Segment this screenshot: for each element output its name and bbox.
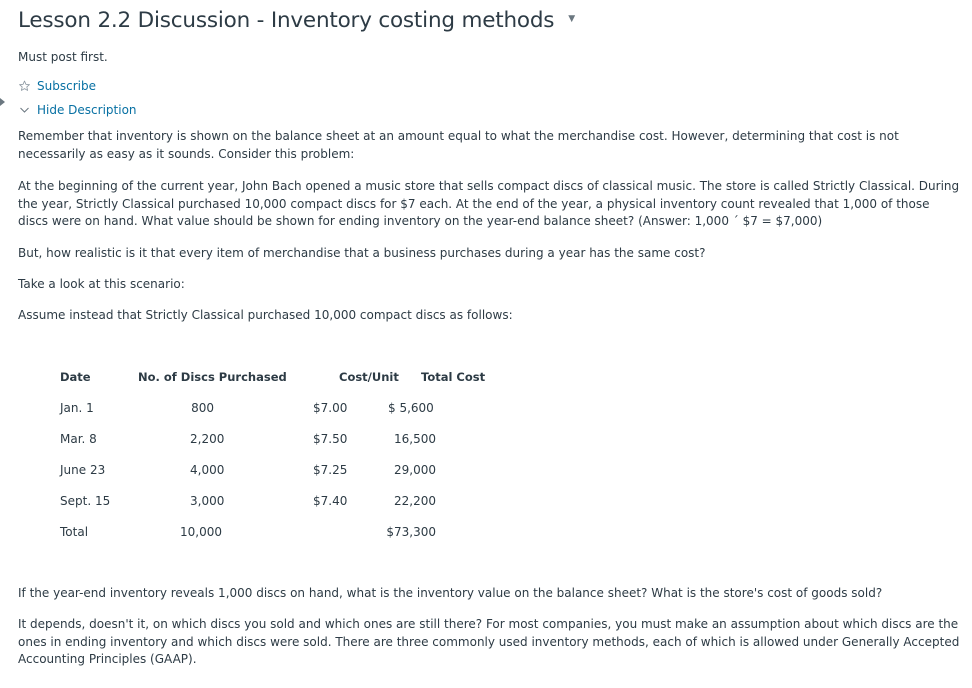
header-cost: Cost/Unit: [339, 370, 399, 384]
cell-discs: 4,000: [190, 463, 225, 477]
cell-total: $ 5,600: [388, 401, 434, 415]
hide-description-label[interactable]: Hide Description: [37, 103, 137, 117]
cell-date: Total: [60, 525, 89, 539]
description-paragraph: Assume instead that Strictly Classical purchased 10,000 compact discs as follows:: [18, 308, 513, 322]
description-paragraph: But, how realistic is it that every item of merchandise that a business purchases during a year has the same cost?: [18, 246, 706, 260]
cell-date: Mar. 8: [60, 432, 97, 446]
cell-discs: 800: [191, 401, 214, 415]
description-paragraph: If the year-end inventory reveals 1,000 discs on hand, what is the inventory value on the balance sheet? What is the store's cost of goods sold?: [18, 586, 883, 600]
cell-discs: 3,000: [190, 494, 225, 508]
header-total: Total Cost: [421, 370, 486, 384]
subscribe-link[interactable]: [18, 79, 96, 93]
description-paragraph: Remember that inventory is shown on the balance sheet at an amount equal to what the merchandise cost. However, determining that cost is not necessarily as easy as it sounds. Consider this problem:: [18, 129, 899, 161]
hide-description-link[interactable]: [18, 103, 137, 117]
cell-date: June 23: [60, 463, 106, 477]
header-date: Date: [60, 370, 91, 384]
cell-date: Sept. 15: [60, 494, 111, 508]
chevron-down-icon: [18, 104, 31, 116]
cell-total: 29,000: [394, 463, 436, 477]
description-paragraph: It depends, doesn't it, on which discs you sold and which ones are still there? For most companies, you must make an assumption about which discs are the ones in ending inventory and which discs were sold. There are three commonly used inventory methods, each of which is allowed under Generally Accepted Accounting Principles (GAAP).: [18, 617, 960, 666]
cell-total: $73,300: [386, 525, 436, 539]
cell-cost: $7.25: [313, 463, 348, 477]
discussion-header: [18, 8, 575, 33]
title-dropdown-icon[interactable]: ▼: [568, 13, 576, 24]
cell-cost: $7.50: [313, 432, 348, 446]
page-title: Lesson 2.2 Discussion - Inventory costing methods: [18, 8, 555, 33]
cell-total: 22,200: [394, 494, 436, 508]
must-post-notice: Must post first.: [18, 50, 108, 64]
cell-discs: 2,200: [190, 432, 225, 446]
cell-discs: 10,000: [180, 525, 222, 539]
cell-cost: $7.40: [313, 494, 348, 508]
header-discs: No. of Discs Purchased: [138, 370, 287, 384]
cell-date: Jan. 1: [60, 401, 94, 415]
description-paragraph: Take a look at this scenario:: [18, 277, 185, 291]
cell-cost: $7.00: [313, 401, 348, 415]
collapse-arrow-icon[interactable]: [0, 98, 5, 106]
cell-total: 16,500: [394, 432, 436, 446]
star-outline-icon: [18, 80, 31, 92]
subscribe-label[interactable]: Subscribe: [37, 79, 96, 93]
description-paragraph: At the beginning of the current year, John Bach opened a music store that sells compact discs of classical music. The store is called Strictly Classical. During the year, Strictly Classical purchased 10,000 compact discs for $7 each. At the end of the year, a physical inventory count revealed that 1,000 of those discs were on hand. What value should be shown for ending inventory on the year-end balance sheet? (Answer: 1,000 ´ $7 = $7,000): [18, 179, 960, 228]
